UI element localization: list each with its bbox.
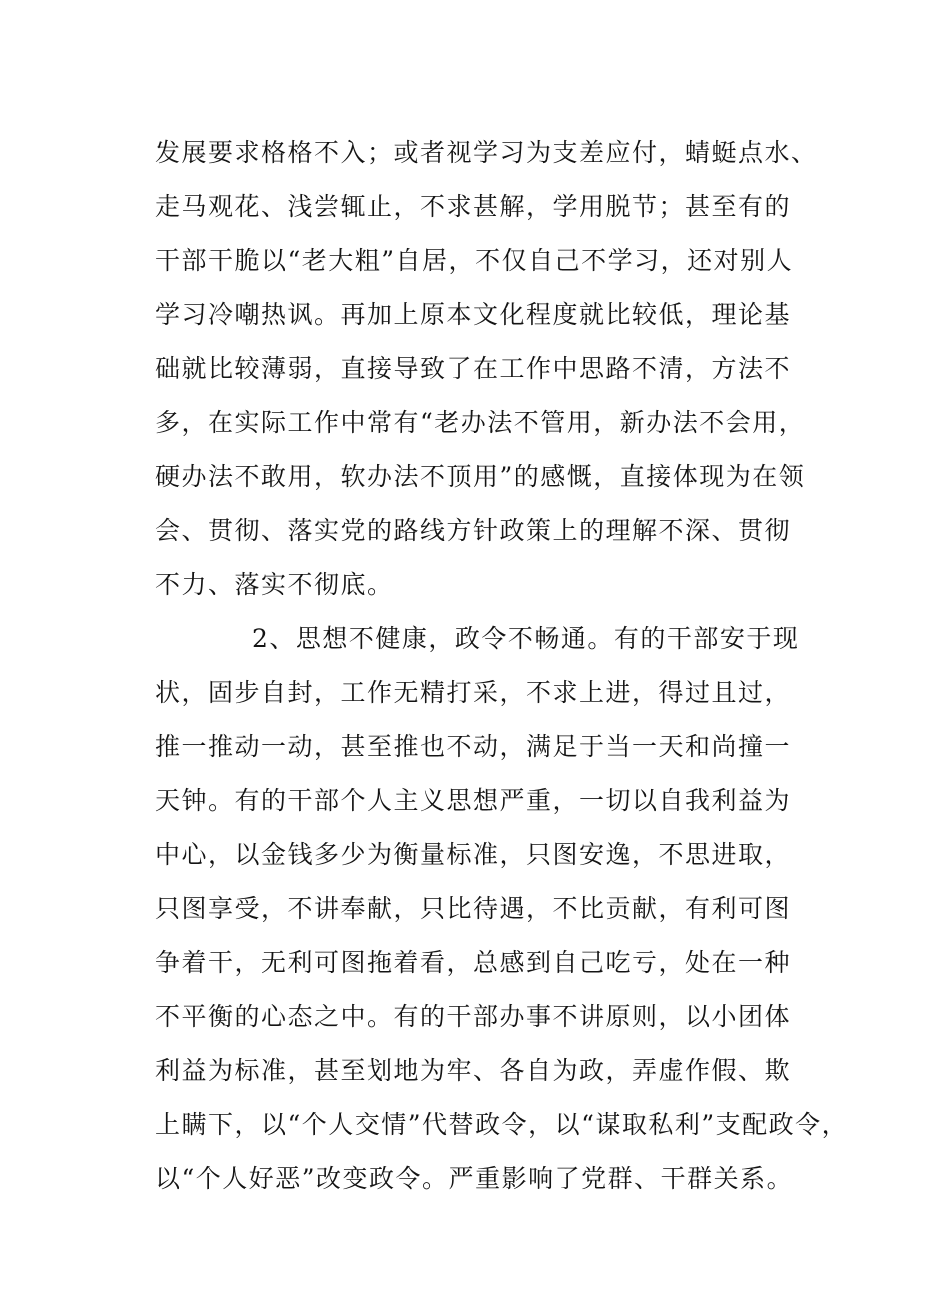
text-line: 会、贯彻、落实党的路线方针政策上的理解不深、贯彻 xyxy=(155,516,792,545)
text-line: 推一推动一动，甚至推也不动，满足于当一天和尚撞一 xyxy=(155,732,792,761)
text-line: 走马观花、浅尝辄止，不求甚解，学用脱节；甚至有的 xyxy=(155,192,792,221)
text-line: 学习冷嘲热讽。再加上原本文化程度就比较低，理论基 xyxy=(155,300,792,329)
body-text xyxy=(155,126,855,1206)
text-line: 争着干，无利可图拖着看，总感到自己吃亏，处在一种 xyxy=(155,948,792,977)
text-line: 多，在实际工作中常有“老办法不管用，新办法不会用， xyxy=(155,408,806,437)
text-line: 状，固步自封，工作无精打采，不求上进，得过且过， xyxy=(155,678,792,707)
text-line: 以“个人好恶”改变政令。严重影响了党群、干群关系。 xyxy=(155,1164,794,1193)
text-line: 础就比较薄弱，直接导致了在工作中思路不清，方法不 xyxy=(155,354,792,383)
text-line: 硬办法不敢用，软办法不顶用”的感慨，直接体现为在领 xyxy=(155,462,806,491)
section-heading-line: 2、思想不健康，政令不畅通。有的干部安于现 xyxy=(252,624,800,653)
text-line: 发展要求格格不入；或者视学习为支差应付，蜻蜓点水、 xyxy=(155,138,818,167)
text-line: 只图享受，不讲奉献，只比待遇，不比贡献，有利可图 xyxy=(155,894,792,923)
text-line: 不力、落实不彻底。 xyxy=(155,570,394,599)
text-line: 上瞒下，以“个人交情”代替政令，以“谋取私利”支配政令， xyxy=(155,1110,849,1139)
text-line: 中心，以金钱多少为衡量标准，只图安逸，不思进取， xyxy=(155,840,792,869)
text-line: 天钟。有的干部个人主义思想严重，一切以自我利益为 xyxy=(155,786,792,815)
text-line: 不平衡的心态之中。有的干部办事不讲原则，以小团体 xyxy=(155,1002,792,1031)
text-line: 干部干脆以“老大粗”自居，不仅自己不学习，还对别人 xyxy=(155,246,794,275)
text-line: 利益为标准，甚至划地为牢、各自为政，弄虚作假、欺 xyxy=(155,1056,792,1085)
